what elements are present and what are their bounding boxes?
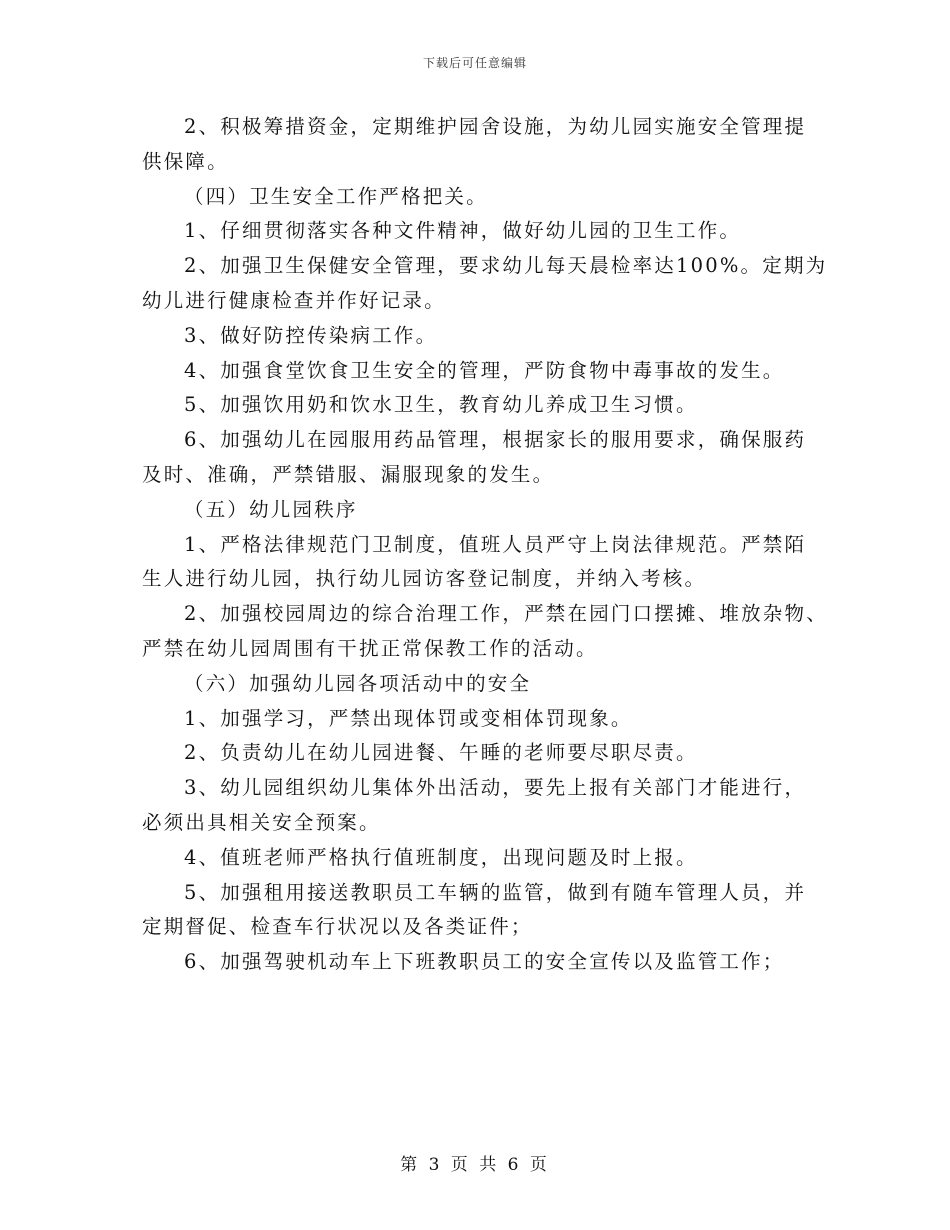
paragraph-line: 生人进行幼儿园，执行幼儿园访客登记制度，并纳入考核。: [142, 567, 707, 591]
document-body: [142, 110, 828, 980]
paragraph-line: 供保障。: [142, 149, 229, 173]
paragraph-line: 5、加强饮用奶和饮水卫生，教育幼儿养成卫生习惯。: [184, 393, 698, 417]
paragraph-line: 4、值班老师严格执行值班制度，出现问题及时上报。: [184, 845, 698, 869]
section-heading: （五）幼儿园秩序: [184, 497, 358, 521]
paragraph-line: 1、严格法律规范门卫制度，值班人员严守上岗法律规范。严禁陌: [184, 532, 807, 556]
paragraph-line: 5、加强租用接送教职员工车辆的监管，做到有随车管理人员，并: [184, 880, 807, 904]
paragraph-line: 定期督促、检查车行状况以及各类证件；: [142, 915, 533, 939]
paragraph-line: 6、加强幼儿在园服用药品管理，根据家长的服用要求，确保服药: [184, 428, 807, 452]
page-number: 第 3 页 共 6 页: [400, 1155, 550, 1175]
paragraph-line: 2、积极筹措资金，定期维护园舍设施，为幼儿园实施安全管理提: [184, 115, 807, 138]
paragraph-line: 3、做好防控传染病工作。: [184, 323, 438, 347]
paragraph-line: 2、负责幼儿在幼儿园进餐、午睡的老师要尽职尽责。: [184, 741, 698, 765]
paragraph-line: 3、幼儿园组织幼儿集体外出活动，要先上报有关部门才能进行，: [184, 776, 807, 800]
paragraph-line: 幼儿进行健康检查并作好记录。: [142, 288, 446, 312]
paragraph-line: 1、仔细贯彻落实各种文件精神，做好幼儿园的卫生工作。: [184, 219, 742, 243]
paragraph-line: 1、加强学习，严禁出现体罚或变相体罚现象。: [184, 706, 633, 730]
paragraph-line: 严禁在幼儿园周围有干扰正常保教工作的活动。: [142, 636, 598, 660]
paragraph-line: 6、加强驾驶机动车上下班教职员工的安全宣传以及监管工作；: [184, 950, 785, 974]
section-heading: （六）加强幼儿园各项活动中的安全: [184, 671, 532, 695]
paragraph-line: 及时、准确，严禁错服、漏服现象的发生。: [142, 462, 555, 486]
section-heading: （四）卫生安全工作严格把关。: [184, 184, 488, 208]
paragraph-line: 必须出具相关安全预案。: [142, 810, 381, 834]
paragraph-line: 2、加强校园周边的综合治理工作，严禁在园门口摆摊、堆放杂物、: [184, 602, 828, 626]
paragraph-line: 2、加强卫生保健安全管理，要求幼儿每天晨检率达100%。定期为: [184, 254, 828, 278]
paragraph-line: 4、加强食堂饮食卫生安全的管理，严防食物中毒事故的发生。: [184, 358, 785, 382]
page-header: 下载后可任意编辑: [422, 56, 527, 70]
